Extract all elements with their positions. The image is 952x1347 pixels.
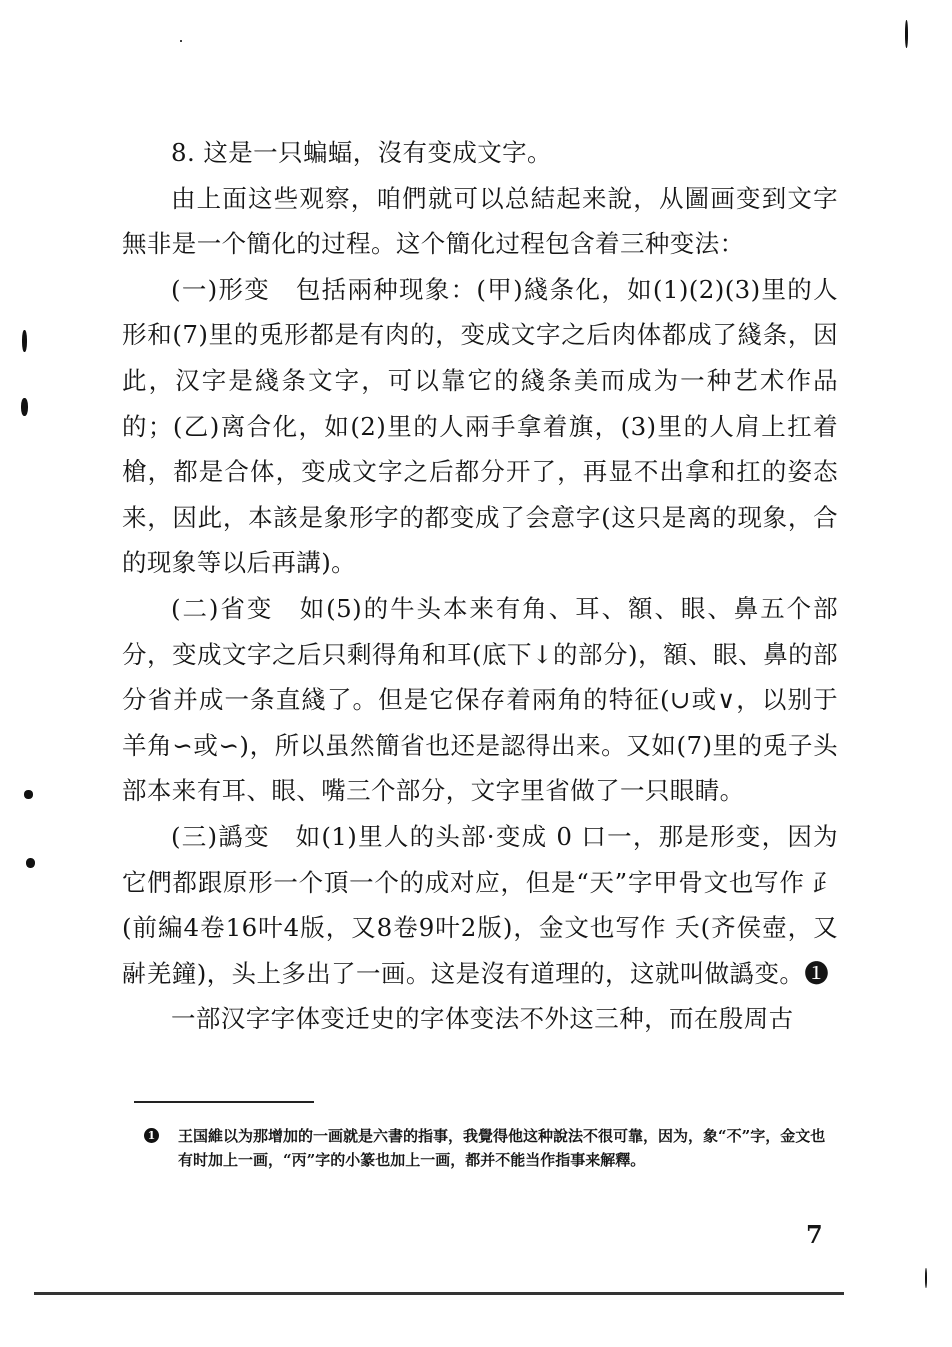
- scan-speck: [22, 330, 27, 352]
- scan-speck: [180, 40, 182, 42]
- body-text: [122, 130, 838, 1042]
- scan-speck: [26, 858, 35, 868]
- footnote-marker: 1: [144, 1128, 159, 1143]
- paragraph-corruption-change: (三)譌变 如(1)里人的头部·变成 0 口一，那是形变，因为它們都跟原形一个頂一个的成对应，但是“天”字甲骨文也写作 ⺪(前編4卷16叶4版，又8卷9叶2版)，金文也写作 夭(齐侯壺，又𩰫羌鐘)，头上多出了一画。这是沒有道理的，这就叫做譌变。❶: [122, 821, 838, 988]
- page-number: 7: [806, 1220, 823, 1249]
- scan-speck: [925, 1268, 927, 1288]
- paragraph-shape-change: (一)形变 包括兩种现象：(甲)綫条化，如(1)(2)(3)里的人形和(7)里的兎形都是有肉的，变成文字之后肉体都成了綫条，因此，汉字是綫条文字，可以靠它的綫条美而成为一种艺术作品的；(乙)离合化，如(2)里的人兩手拿着旗，(3)里的人肩上扛着槍，都是合体，变成文字之后都分开了，再显不出拿和扛的姿态来，因此，本該是象形字的都变成了会意字(这只是离的现象，合的现象等以后再講)。: [122, 274, 838, 578]
- footnote-divider: [134, 1101, 314, 1103]
- scan-speck: [24, 790, 33, 799]
- footnote: [147, 1124, 840, 1172]
- paragraph-summary: 由上面这些观察，咱們就可以总結起来說，从圖画变到文字無非是一个簡化的过程。这个簡化过程包含着三种变法：: [122, 183, 838, 259]
- paragraph-bat: 8. 这是一只蝙蝠，沒有变成文字。: [171, 138, 552, 167]
- scan-speck: [905, 20, 908, 48]
- paragraph-conclusion: 一部汉字字体变迁史的字体变法不外这三种，而在殷周古: [171, 1004, 794, 1034]
- footnote-text: 王国維以为那增加的一画就是六書的指事，我覺得他这种說法不很可靠，因为，象“不”字，金文也有时加上一画，“丙”字的小篆也加上一画，都并不能当作指事来解釋。: [178, 1127, 826, 1169]
- scan-speck: [21, 398, 28, 416]
- paragraph-omission-change: (二)省变 如(5)的牛头本来有角、耳、額、眼、鼻五个部分，变成文字之后只剩得角和耳(底下↓的部分)，額、眼、鼻的部分省并成一条直綫了。但是它保存着兩角的特征(∪或∨，以别于羊角∽或∽)，所以虽然簡省也还是認得出来。又如(7)里的兎子头部本来有耳、眼、嘴三个部分，文字里省做了一只眼睛。: [122, 593, 838, 806]
- bottom-edge-line: [34, 1292, 844, 1295]
